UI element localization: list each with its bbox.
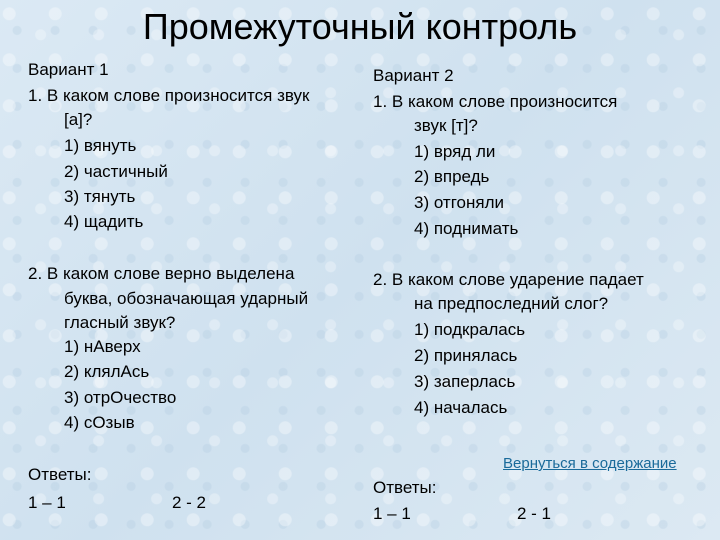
left-q2-option-4: 4) сОзыв	[64, 413, 135, 432]
right-q2-option-3: 3) заперлась	[414, 372, 516, 391]
left-q1-option-3: 3) тянуть	[64, 187, 136, 206]
right-q1-option-3: 3) отгоняли	[414, 193, 504, 212]
left-q2-line-2: буква, обозначающая ударный	[64, 289, 309, 308]
right-q1-option-2: 2) впредь	[414, 167, 490, 186]
left-q2-option-3: 3) отрОчество	[64, 388, 177, 407]
left-answers-label: Ответы:	[28, 465, 92, 484]
left-q1-option-2: 2) частичный	[64, 162, 168, 181]
left-q2-option-1: 1) нАверх	[64, 337, 141, 356]
left-q1-line-1: 1. В каком слове произносится звук	[28, 86, 310, 105]
right-answers-label: Ответы:	[373, 478, 437, 497]
right-answer-1: 1 – 1	[373, 504, 411, 523]
left-q2-option-2: 2) клялАсь	[64, 362, 150, 381]
left-q1-line-2: [а]?	[64, 110, 93, 129]
right-q2-line-2: на предпоследний слог?	[414, 294, 609, 313]
left-q2-line-1: 2. В каком слове верно выделена	[28, 264, 295, 283]
right-answer-2: 2 - 1	[517, 504, 552, 523]
variant-1-heading: Вариант 1	[28, 60, 109, 79]
right-q2-option-4: 4) началась	[414, 398, 508, 417]
back-to-contents-link[interactable]: Вернуться в содержание	[503, 455, 677, 472]
left-q2-line-3: гласный звук?	[64, 313, 176, 332]
right-q1-option-4: 4) поднимать	[414, 219, 519, 238]
left-q1-option-1: 1) вянуть	[64, 136, 137, 155]
page-title: Промежуточный контроль	[142, 6, 578, 47]
right-q2-option-1: 1) подкралась	[414, 320, 526, 339]
left-answer-2: 2 - 2	[172, 493, 207, 512]
variant-2-heading: Вариант 2	[373, 66, 454, 85]
left-q1-option-4: 4) щадить	[64, 212, 144, 231]
right-q2-option-2: 2) принялась	[414, 346, 518, 365]
right-q2-line-1: 2. В каком слове ударение падает	[373, 270, 644, 289]
right-q1-line-1: 1. В каком слове произносится	[373, 92, 618, 111]
right-q1-option-1: 1) вряд ли	[414, 142, 496, 161]
right-q1-line-2: звук [т]?	[414, 116, 478, 135]
left-answer-1: 1 – 1	[28, 493, 66, 512]
